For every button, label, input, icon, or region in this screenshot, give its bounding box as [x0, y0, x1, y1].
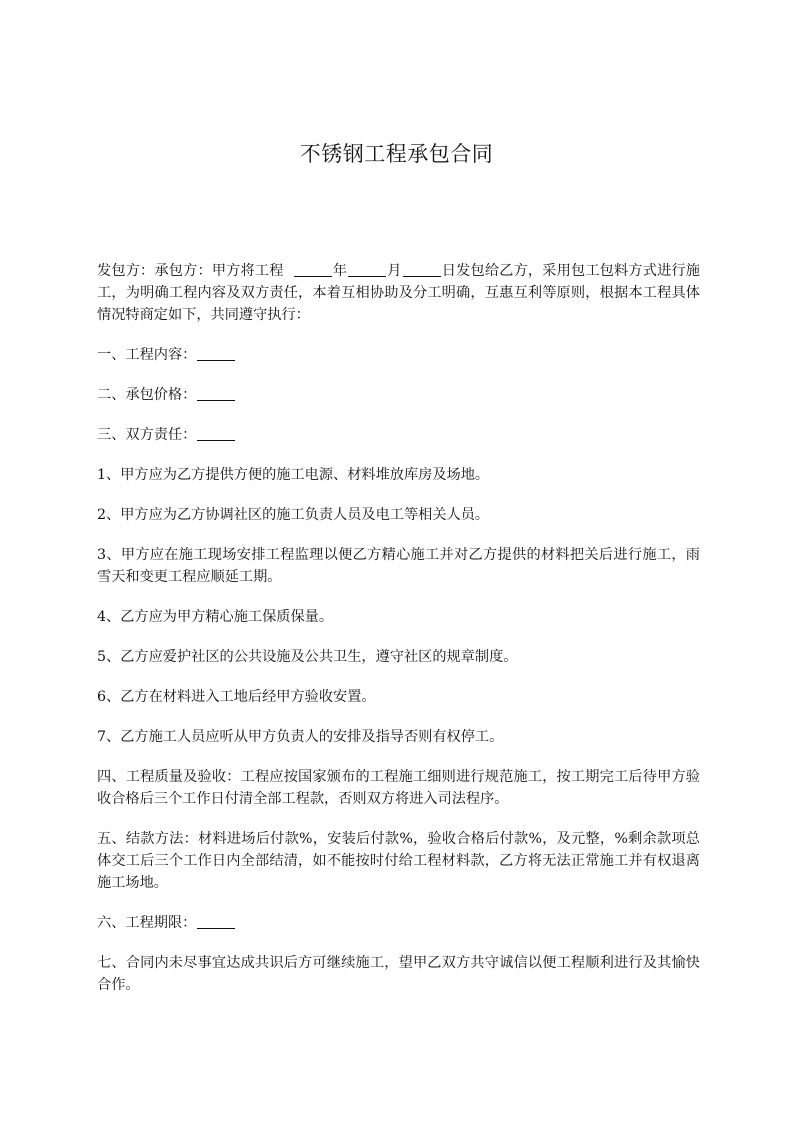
section-1 [97, 344, 700, 366]
list-item: 3、甲方应在施工现场安排工程监理以便乙方精心施工并对乙方提供的材料把关后进行施工，雨雪天和变更工程应顺延工期。 [97, 547, 700, 585]
list-item: 2、甲方应为乙方协调社区的施工负责人员及电工等相关人员。 [97, 507, 490, 523]
section-2 [97, 384, 700, 406]
section-6 [97, 912, 700, 934]
blank-line-responsibility [197, 426, 235, 441]
document-body [97, 260, 700, 1014]
section-6-label: 六、工程期限： [97, 915, 197, 931]
section-4: 四、工程质量及验收：工程应按国家颁布的工程施工细则进行规范施工，按工期完工后待甲方验收合格后三个工作日付清全部工程款，否则双方将进入司法程序。 [97, 769, 700, 807]
intro-paragraph [97, 260, 700, 326]
intro-text-1: 发包方：承包方：甲方将工程 [97, 263, 284, 279]
intro-text-rest: 日发包给乙方，采用包工包料方式进行施工，为明确工程内容及双方责任，本着互相协助及分工明确，互惠互利等原则，根据本工程具体情况特商定如下，共同遵守执行： [97, 263, 700, 323]
blank-line-project [294, 262, 332, 277]
list-item: 5、乙方应爱护社区的公共设施及公共卫生，遵守社区的规章制度。 [97, 649, 518, 665]
blank-line-content [197, 346, 235, 361]
section-3-label: 三、双方责任： [97, 427, 197, 443]
list-item: 4、乙方应为甲方精心施工保质保量。 [97, 609, 334, 625]
blank-line-price [197, 386, 235, 401]
section-1-label: 一、工程内容： [97, 347, 197, 363]
document-title: 不锈钢工程承包合同 [299, 142, 494, 166]
list-item: 7、乙方施工人员应听从甲方负责人的安排及指导否则有权停工。 [97, 729, 504, 745]
section-5: 五、结款方法：材料进场后付款%，安装后付款%，验收合格后付款%，及元整，%剩余款项总体交工后三个工作日内全部结清，如不能按时付给工程材料款，乙方将无法正常施工并有权退离施工场地。 [97, 831, 700, 891]
section-3 [97, 424, 700, 446]
section-7: 七、合同内未尽事宜达成共识后方可继续施工，望甲乙双方共守诚信以便工程顺利进行及其愉快合作。 [97, 955, 700, 993]
blank-line-month [348, 262, 386, 277]
blank-line-day [403, 262, 441, 277]
blank-line-period [197, 914, 235, 929]
section-2-label: 二、承包价格： [97, 387, 197, 403]
list-item: 1、甲方应为乙方提供方便的施工电源、材料堆放库房及场地。 [97, 467, 490, 483]
intro-text-year: 年 [332, 263, 348, 279]
list-item: 6、乙方在材料进入工地后经甲方验收安置。 [97, 689, 376, 705]
intro-text-month: 月 [387, 263, 402, 279]
